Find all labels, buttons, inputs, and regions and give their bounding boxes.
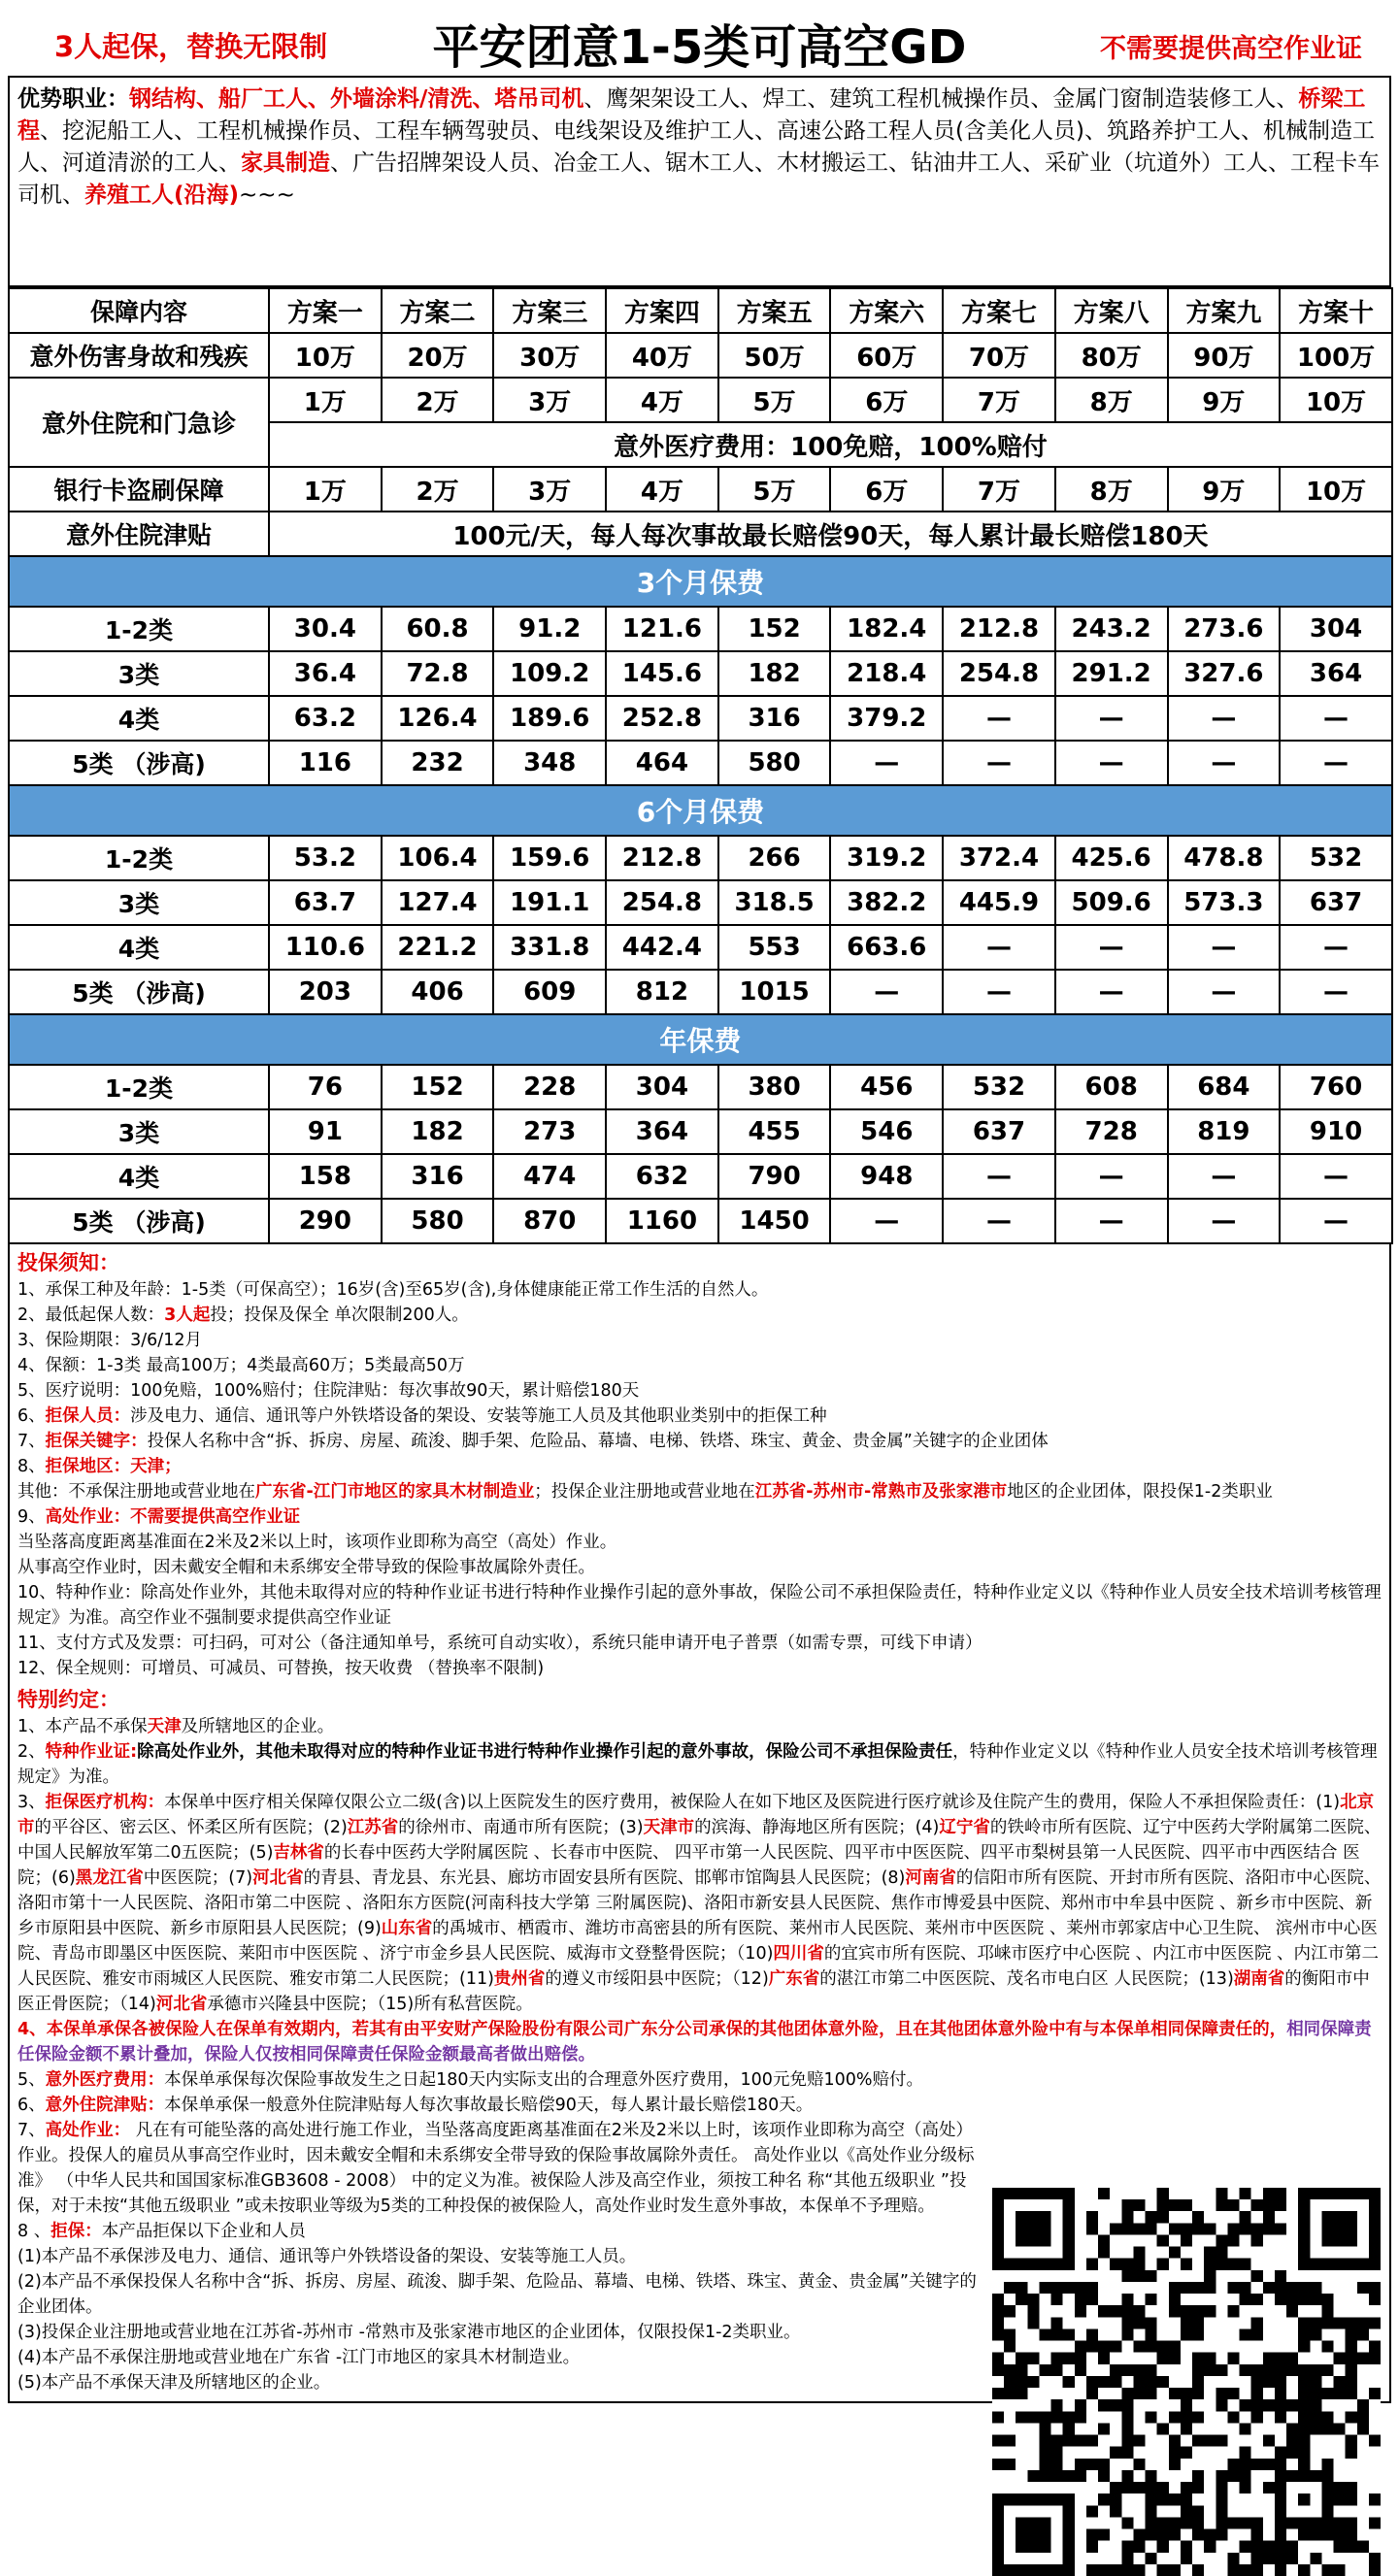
premium-value: 728 bbox=[1055, 1109, 1168, 1154]
premium-row bbox=[9, 1065, 1392, 1109]
premium-value: 60.8 bbox=[382, 607, 494, 651]
premium-row bbox=[9, 696, 1392, 741]
death-value: 80万 bbox=[1055, 333, 1168, 378]
premium-value: 159.6 bbox=[493, 836, 606, 880]
premium-value: 121.6 bbox=[606, 607, 718, 651]
premium-value: — bbox=[1168, 741, 1281, 785]
premium-value: — bbox=[1280, 696, 1392, 741]
premium-value: 445.9 bbox=[943, 880, 1055, 925]
premium-value: 212.8 bbox=[943, 607, 1055, 651]
column-header-plan: 方案十 bbox=[1280, 288, 1392, 333]
special-line: 6、意外住院津贴：本保单承保一般意外住院津贴每人每次事故最长赔偿90天，每人累计最长赔偿180天。 bbox=[17, 2096, 814, 2115]
premium-value: 478.8 bbox=[1168, 836, 1281, 880]
premium-value: 152 bbox=[718, 607, 831, 651]
premium-value: 948 bbox=[830, 1154, 943, 1199]
premium-value: 812 bbox=[606, 970, 718, 1014]
premium-value: 203 bbox=[269, 970, 382, 1014]
class-label: 1-2类 bbox=[9, 607, 269, 651]
premium-value: 182 bbox=[718, 651, 831, 696]
premium-period-title: 6个月保费 bbox=[9, 785, 1392, 836]
jobs-text: 、鹰架架设工人、焊工、建筑工程机械操作员、金属门窗制造装修工人、 bbox=[583, 86, 1299, 112]
premium-value: — bbox=[1168, 970, 1281, 1014]
premium-section bbox=[9, 556, 1392, 1243]
premium-value: 291.2 bbox=[1055, 651, 1168, 696]
class-label: 3类 bbox=[9, 1109, 269, 1154]
premium-value: — bbox=[943, 970, 1055, 1014]
premium-value: 348 bbox=[493, 741, 606, 785]
premium-value: — bbox=[943, 925, 1055, 970]
premium-value: 456 bbox=[830, 1065, 943, 1109]
premium-value: 382.2 bbox=[830, 880, 943, 925]
premium-value: 304 bbox=[606, 1065, 718, 1109]
notice-line: 11、支付方式及发票：可扫码，可对公（备注通知单号，系统可自动实收），系统只能申请开电子普票（如需专票，可线下申请） bbox=[17, 1634, 983, 1653]
premium-value: 1450 bbox=[718, 1199, 831, 1243]
premium-value: 331.8 bbox=[493, 925, 606, 970]
special-line: 8 、拒保：本产品拒保以下企业和人员 bbox=[17, 2222, 306, 2241]
premium-row bbox=[9, 651, 1392, 696]
premium-period-title: 3个月保费 bbox=[9, 556, 1392, 607]
premium-value: 790 bbox=[718, 1154, 831, 1199]
title-bar bbox=[8, 6, 1391, 78]
premium-band bbox=[9, 1014, 1392, 1065]
notice-title: 投保须知： bbox=[17, 1251, 119, 1274]
premium-value: 327.6 bbox=[1168, 651, 1281, 696]
column-header-plan: 方案六 bbox=[830, 288, 943, 333]
premium-row bbox=[9, 880, 1392, 925]
premium-value: 127.4 bbox=[382, 880, 494, 925]
notice-line: 当坠落高度距离基准面在2米及2米以上时，该项作业即称为高空（高处）作业。 bbox=[17, 1533, 617, 1552]
premium-value: 228 bbox=[493, 1065, 606, 1109]
column-header-plan: 方案九 bbox=[1168, 288, 1281, 333]
premium-value: — bbox=[1280, 1199, 1392, 1243]
medical-value: 4万 bbox=[606, 378, 718, 422]
jobs-label: 优势职业： bbox=[17, 86, 129, 112]
notice-line: 3、保险期限：3/6/12月 bbox=[17, 1331, 202, 1350]
death-disability-row bbox=[9, 333, 1392, 378]
premium-row bbox=[9, 970, 1392, 1014]
premium-value: 1015 bbox=[718, 970, 831, 1014]
special-line: 2、特种作业证:除高处作业外，其他未取得对应的特种作业证书进行特种作业操作引起的意外事故，保险公司不承担保险责任，特种作业定义以《特种作业人员安全技术培训考核管理规定》为准。 bbox=[17, 1742, 1378, 1787]
card-fraud-value: 9万 bbox=[1168, 467, 1281, 512]
premium-value: — bbox=[830, 970, 943, 1014]
premium-value: — bbox=[943, 1199, 1055, 1243]
medical-value: 7万 bbox=[943, 378, 1055, 422]
premium-value: — bbox=[1055, 741, 1168, 785]
premium-value: 442.4 bbox=[606, 925, 718, 970]
premium-value: 379.2 bbox=[830, 696, 943, 741]
premium-period-title: 年保费 bbox=[9, 1014, 1392, 1065]
premium-row bbox=[9, 1109, 1392, 1154]
notice-line: 7、拒保关键字：投保人名称中含“拆、拆房、房屋、疏浚、脚手架、危险品、幕墙、电梯、铁塔、珠宝、黄金、贵金属”关键字的企业团体 bbox=[17, 1432, 1049, 1451]
death-value: 70万 bbox=[943, 333, 1055, 378]
premium-value: 189.6 bbox=[493, 696, 606, 741]
class-label: 4类 bbox=[9, 1154, 269, 1199]
premium-value: — bbox=[943, 1154, 1055, 1199]
premium-value: 663.6 bbox=[830, 925, 943, 970]
medical-value: 3万 bbox=[493, 378, 606, 422]
premium-value: 76 bbox=[269, 1065, 382, 1109]
premium-value: 152 bbox=[382, 1065, 494, 1109]
special-line: (5)本产品不承保天津及所辖地区的企业。 bbox=[17, 2373, 331, 2393]
premium-value: 819 bbox=[1168, 1109, 1281, 1154]
premium-value: 191.1 bbox=[493, 880, 606, 925]
column-header-plan: 方案三 bbox=[493, 288, 606, 333]
premium-band bbox=[9, 785, 1392, 836]
column-header-coverage: 保障内容 bbox=[9, 288, 269, 333]
premium-value: 109.2 bbox=[493, 651, 606, 696]
allowance-label: 意外住院津贴 bbox=[9, 512, 269, 556]
premium-value: 372.4 bbox=[943, 836, 1055, 880]
product-sheet bbox=[8, 6, 1391, 2403]
no-cert-banner: 不需要提供高空作业证 bbox=[1100, 34, 1362, 64]
death-label: 意外伤害身故和残疾 bbox=[9, 333, 269, 378]
premium-value: 760 bbox=[1280, 1065, 1392, 1109]
premium-value: 474 bbox=[493, 1154, 606, 1199]
premium-value: — bbox=[1280, 741, 1392, 785]
premium-value: 455 bbox=[718, 1109, 831, 1154]
notice-line: 4、保额：1-3类 最高100万；4类最高60万；5类最高50万 bbox=[17, 1356, 465, 1375]
premium-value: 91 bbox=[269, 1109, 382, 1154]
premium-value: 212.8 bbox=[606, 836, 718, 880]
card-fraud-value: 3万 bbox=[493, 467, 606, 512]
premium-value: — bbox=[943, 741, 1055, 785]
premium-value: — bbox=[1055, 970, 1168, 1014]
coverage-table bbox=[8, 287, 1393, 1244]
page-title: 平安团意1-5类可高空GD bbox=[432, 20, 967, 75]
premium-value: 425.6 bbox=[1055, 836, 1168, 880]
premium-value: 254.8 bbox=[606, 880, 718, 925]
allowance-text: 100元/天，每人每次事故最长赔偿90天，每人累计最长赔偿180天 bbox=[269, 512, 1392, 556]
death-value: 10万 bbox=[269, 333, 382, 378]
notice-line: 其他：不承保注册地或营业地在广东省-江门市地区的家具木材制造业；投保企业注册地或营业地在江苏省-苏州市-常熟市及张家港市地区的企业团体，限投保1-2类职业 bbox=[17, 1482, 1273, 1502]
premium-value: 870 bbox=[493, 1199, 606, 1243]
special-line: 3、拒保医疗机构：本保单中医疗相关保障仅限公立二级(含)以上医院发生的医疗费用，被保险人在如下地区及医院进行医疗就诊及住院产生的费用，保险人不承担保险责任：(1)北京市的平谷区、密云区、怀柔区所有医院；(2)江苏省的徐州市、南通市所有医院；(3)天津市的滨海、静海地区所有医院；(4)辽宁省的铁岭市所有医院、辽宁中医药大学附属第二医院、 中国人民解放军第二0五医院；(5)吉林省的长春中医药大学附属医院 、长春市中医院、 四平市第一人民医院、四平市中医医院、四平市梨树县第一人民医院、四平市中西医结合 医院；(6)黑龙江省中医医院；(7)河北省的青县、青龙县、东光县、廊坊市固安县所有医院、邯郸市馆陶县人民医院；(8)河南省的信阳市所有医院、开封市所有医院、洛阳市中心医院、洛阳市第十一人民医院、洛阳市第二中医院 、洛阳东方医院(河南科技大学第 三附属医院)、洛阳市新安县人民医院、焦作市博爱县中医院、郑州市中牟县中医院 、新乡市中医院、新乡市原阳县中医院、新乡市原阳县人民医院；(9)山东省的禹城市、栖霞市、潍坊市高密县的所有医院、莱州市人民医院、莱州市中医医院 、莱州市郭家店中心卫生院、 滨州市中心医院、青岛市即墨区中医医院、莱阳市中医医院 、济宁市金乡县人民医院、威海市文登整骨医院；（10)四川省的宜宾市所有医院、邛崃市医疗中心医院 、内江市中医医院 、内江市第二人民医院、雅安市雨城区人民医院、雅安市第二人民医院；(11)贵州省的遵义市绥阳县中医院；（12)广东省的湛江市第二中医医院、茂名市电白区 人民医院；(13)湖南省的衡阳市中医正骨医院；（14)河北省承德市兴隆县中医院；（15)所有私营医院。 bbox=[17, 1793, 1382, 2014]
medical-value: 5万 bbox=[718, 378, 831, 422]
card-fraud-row bbox=[9, 467, 1392, 512]
class-label: 5类 （涉高) bbox=[9, 970, 269, 1014]
class-label: 3类 bbox=[9, 651, 269, 696]
premium-value: 364 bbox=[606, 1109, 718, 1154]
premium-value: — bbox=[1168, 925, 1281, 970]
card-fraud-value: 1万 bbox=[269, 467, 382, 512]
notice-line: 5、医疗说明：100免赔，100%赔付；住院津贴：每次事故90天，累计赔偿180天 bbox=[17, 1381, 640, 1401]
premium-value: 546 bbox=[830, 1109, 943, 1154]
premium-band bbox=[9, 556, 1392, 607]
premium-value: 273.6 bbox=[1168, 607, 1281, 651]
premium-value: 509.6 bbox=[1055, 880, 1168, 925]
special-line: (1)本产品不承保涉及电力、通信、通讯等户外铁塔设备的架设、安装等施工人员。 bbox=[17, 2247, 637, 2266]
medical-value: 10万 bbox=[1280, 378, 1392, 422]
premium-value: — bbox=[1280, 970, 1392, 1014]
premium-value: 266 bbox=[718, 836, 831, 880]
card-fraud-value: 8万 bbox=[1055, 467, 1168, 512]
plan-header-row bbox=[9, 288, 1392, 333]
premium-value: — bbox=[1280, 1154, 1392, 1199]
premium-value: — bbox=[1055, 696, 1168, 741]
premium-value: — bbox=[943, 696, 1055, 741]
min-insured-banner: 3人起保，替换无限制 bbox=[54, 30, 328, 63]
premium-value: — bbox=[1168, 1154, 1281, 1199]
class-label: 1-2类 bbox=[9, 836, 269, 880]
premium-value: 632 bbox=[606, 1154, 718, 1199]
premium-value: 316 bbox=[382, 1154, 494, 1199]
jobs-text: 、广告招牌架设人员、冶金工人、锯木工人、木材搬运工、钻油井工人、采矿业（坑道外）工人、工程卡车司机、 bbox=[17, 150, 1380, 208]
premium-value: 252.8 bbox=[606, 696, 718, 741]
class-label: 5类 （涉高) bbox=[9, 1199, 269, 1243]
jobs-text: 、挖泥船工人、工程机械操作员、工程车辆驾驶员、电线架设及维护工人、高速公路工程人员(含美化人员)、筑路养护工人、机械制造工人、河道清淤的工人、 bbox=[17, 118, 1375, 176]
premium-value: 608 bbox=[1055, 1065, 1168, 1109]
column-header-plan: 方案一 bbox=[269, 288, 382, 333]
card-fraud-label: 银行卡盗刷保障 bbox=[9, 467, 269, 512]
premium-row bbox=[9, 607, 1392, 651]
medical-value: 1万 bbox=[269, 378, 382, 422]
class-label: 3类 bbox=[9, 880, 269, 925]
premium-value: 406 bbox=[382, 970, 494, 1014]
medical-label: 意外住院和门急诊 bbox=[9, 378, 269, 467]
class-label: 5类 （涉高) bbox=[9, 741, 269, 785]
premium-row bbox=[9, 741, 1392, 785]
notes-section bbox=[8, 1244, 1391, 2403]
card-fraud-value: 4万 bbox=[606, 467, 718, 512]
premium-value: 182 bbox=[382, 1109, 494, 1154]
notice-line: 2、最低起保人数：3人起投；投保及保全 单次限制200人。 bbox=[17, 1305, 469, 1325]
premium-value: 273 bbox=[493, 1109, 606, 1154]
medical-value: 2万 bbox=[382, 378, 494, 422]
premium-value: 30.4 bbox=[269, 607, 382, 651]
special-line: (4)本产品不承保注册地或营业地在广东省 -江门市地区的家具木材制造业。 bbox=[17, 2348, 581, 2367]
notice-line: 10、特种作业：除高处作业外，其他未取得对应的特种作业证书进行特种作业操作引起的意外事故，保险公司不承担保险责任，特种作业定义以《特种作业人员安全技术培训考核管理规定》为准。高空作业不强制要求提供高空作业证 bbox=[17, 1583, 1382, 1628]
class-label: 4类 bbox=[9, 925, 269, 970]
card-fraud-value: 2万 bbox=[382, 467, 494, 512]
premium-value: 63.2 bbox=[269, 696, 382, 741]
column-header-plan: 方案八 bbox=[1055, 288, 1168, 333]
advantage-jobs bbox=[8, 78, 1391, 287]
allowance-row bbox=[9, 512, 1392, 556]
medical-row bbox=[9, 378, 1392, 422]
premium-value: 221.2 bbox=[382, 925, 494, 970]
premium-value: 110.6 bbox=[269, 925, 382, 970]
premium-value: — bbox=[1168, 1199, 1281, 1243]
notice-line: 8、拒保地区：天津； bbox=[17, 1457, 182, 1476]
medical-value: 6万 bbox=[830, 378, 943, 422]
premium-value: 116 bbox=[269, 741, 382, 785]
premium-value: 91.2 bbox=[493, 607, 606, 651]
premium-row bbox=[9, 1199, 1392, 1243]
special-line: 1、本产品不承保天津及所辖地区的企业。 bbox=[17, 1717, 335, 1736]
notice-line: 从事高空作业时，因未戴安全帽和未系绑安全带导致的保险事故属除外责任。 bbox=[17, 1558, 595, 1577]
class-label: 4类 bbox=[9, 696, 269, 741]
premium-row bbox=[9, 1154, 1392, 1199]
premium-value: 290 bbox=[269, 1199, 382, 1243]
premium-value: 243.2 bbox=[1055, 607, 1168, 651]
premium-value: 126.4 bbox=[382, 696, 494, 741]
special-line: 5、意外医疗费用：本保单承保每次保险事故发生之日起180天内实际支出的合理意外医疗费用，100元免赔100%赔付。 bbox=[17, 2070, 923, 2090]
premium-value: 910 bbox=[1280, 1109, 1392, 1154]
premium-value: 380 bbox=[718, 1065, 831, 1109]
column-header-plan: 方案五 bbox=[718, 288, 831, 333]
death-value: 30万 bbox=[493, 333, 606, 378]
premium-value: 72.8 bbox=[382, 651, 494, 696]
premium-value: 53.2 bbox=[269, 836, 382, 880]
premium-value: 637 bbox=[1280, 880, 1392, 925]
premium-value: — bbox=[1055, 1199, 1168, 1243]
premium-value: 609 bbox=[493, 970, 606, 1014]
premium-value: — bbox=[1055, 925, 1168, 970]
premium-value: — bbox=[1055, 1154, 1168, 1199]
premium-value: — bbox=[830, 741, 943, 785]
special-line: 7、高处作业： 凡在有可能坠落的高处进行施工作业，当坠落高度距离基准面在2米及2米以上时，该项作业即称为高空（高处）作业。投保人的雇员从事高空作业时，因未戴安全帽和未系绑安全带导致的保险事故属除外责任。 高处作业以《高处作业分级标准》 （中华人民共和国国家标准GB3608 - 2008） 中的定义为准。被保险人涉及高空作业，须按工种名 称“其他五级职业 ”投保，对于未按“其他五级职业 ”或未按职业等级为5类的工种投保的被保险人，高处作业时发生意外事故，本保单不予理赔。 bbox=[17, 2121, 975, 2216]
notice-line: 1、承保工种及年龄：1-5类（可保高空）；16岁(含)至65岁(含),身体健康能正常工作生活的自然人。 bbox=[17, 1280, 769, 1300]
premium-value: 580 bbox=[382, 1199, 494, 1243]
premium-value: — bbox=[1280, 925, 1392, 970]
card-fraud-value: 5万 bbox=[718, 467, 831, 512]
premium-value: 254.8 bbox=[943, 651, 1055, 696]
notice-line: 6、拒保人员：涉及电力、通信、通讯等户外铁塔设备的架设、安装等施工人员及其他职业类别中的拒保工种 bbox=[17, 1406, 827, 1426]
premium-value: 684 bbox=[1168, 1065, 1281, 1109]
premium-value: 637 bbox=[943, 1109, 1055, 1154]
premium-value: 532 bbox=[943, 1065, 1055, 1109]
qr-code-icon[interactable] bbox=[992, 2188, 1381, 2576]
special-title: 特别约定： bbox=[17, 1688, 119, 1711]
premium-value: 318.5 bbox=[718, 880, 831, 925]
special-line: (3)投保企业注册地或营业地在江苏省-苏州市 -常熟市及张家港市地区的企业团体，仅限投保1-2类职业。 bbox=[17, 2323, 801, 2342]
card-fraud-value: 10万 bbox=[1280, 467, 1392, 512]
death-value: 50万 bbox=[718, 333, 831, 378]
premium-row bbox=[9, 925, 1392, 970]
premium-value: 145.6 bbox=[606, 651, 718, 696]
premium-value: — bbox=[830, 1199, 943, 1243]
column-header-plan: 方案二 bbox=[382, 288, 494, 333]
death-value: 40万 bbox=[606, 333, 718, 378]
jobs-text: ~~~ bbox=[239, 182, 295, 208]
notice-line: 12、保全规则：可增员、可减员、可替换，按天收费 （替换率不限制) bbox=[17, 1659, 545, 1678]
medical-value: 8万 bbox=[1055, 378, 1168, 422]
death-value: 60万 bbox=[830, 333, 943, 378]
class-label: 1-2类 bbox=[9, 1065, 269, 1109]
jobs-text: 钢结构、船厂工人、外墙涂料/清洗、塔吊司机 bbox=[129, 86, 584, 112]
premium-value: 573.3 bbox=[1168, 880, 1281, 925]
premium-value: 319.2 bbox=[830, 836, 943, 880]
premium-value: 580 bbox=[718, 741, 831, 785]
column-header-plan: 方案七 bbox=[943, 288, 1055, 333]
death-value: 90万 bbox=[1168, 333, 1281, 378]
premium-value: 106.4 bbox=[382, 836, 494, 880]
card-fraud-value: 7万 bbox=[943, 467, 1055, 512]
premium-row bbox=[9, 836, 1392, 880]
premium-value: — bbox=[1168, 696, 1281, 741]
death-value: 20万 bbox=[382, 333, 494, 378]
premium-value: 532 bbox=[1280, 836, 1392, 880]
premium-value: 158 bbox=[269, 1154, 382, 1199]
medical-note: 意外医疗费用：100免赔，100%赔付 bbox=[269, 422, 1392, 467]
jobs-text: 养殖工人(沿海) bbox=[84, 182, 240, 208]
premium-value: 218.4 bbox=[830, 651, 943, 696]
jobs-text: 家具制造 bbox=[241, 150, 330, 176]
special-line: (2)本产品不承保投保人名称中含“拆、拆房、房屋、疏浚、脚手架、危险品、幕墙、电梯、铁塔、珠宝、黄金、贵金属”关键字的企业团体。 bbox=[17, 2272, 977, 2317]
premium-value: 316 bbox=[718, 696, 831, 741]
premium-value: 553 bbox=[718, 925, 831, 970]
premium-value: 232 bbox=[382, 741, 494, 785]
special-line: 4、本保单承保各被保险人在保单有效期内，若其有由平安财产保险股份有限公司广东分公司承保的其他团体意外险，且在其他团体意外险中有与本保单相同保障责任的，相同保障责任保险金额不累计叠加，保险人仅按相同保障责任保险金额最高者做出赔偿。 bbox=[17, 2020, 1372, 2064]
column-header-plan: 方案四 bbox=[606, 288, 718, 333]
medical-value: 9万 bbox=[1168, 378, 1281, 422]
jobs-text: 桥梁工程 bbox=[17, 86, 1366, 144]
premium-value: 182.4 bbox=[830, 607, 943, 651]
card-fraud-value: 6万 bbox=[830, 467, 943, 512]
premium-value: 464 bbox=[606, 741, 718, 785]
death-value: 100万 bbox=[1280, 333, 1392, 378]
premium-value: 36.4 bbox=[269, 651, 382, 696]
premium-value: 364 bbox=[1280, 651, 1392, 696]
premium-value: 1160 bbox=[606, 1199, 718, 1243]
premium-value: 304 bbox=[1280, 607, 1392, 651]
notice-line: 9、高处作业：不需要提供高空作业证 bbox=[17, 1507, 301, 1527]
premium-value: 63.7 bbox=[269, 880, 382, 925]
